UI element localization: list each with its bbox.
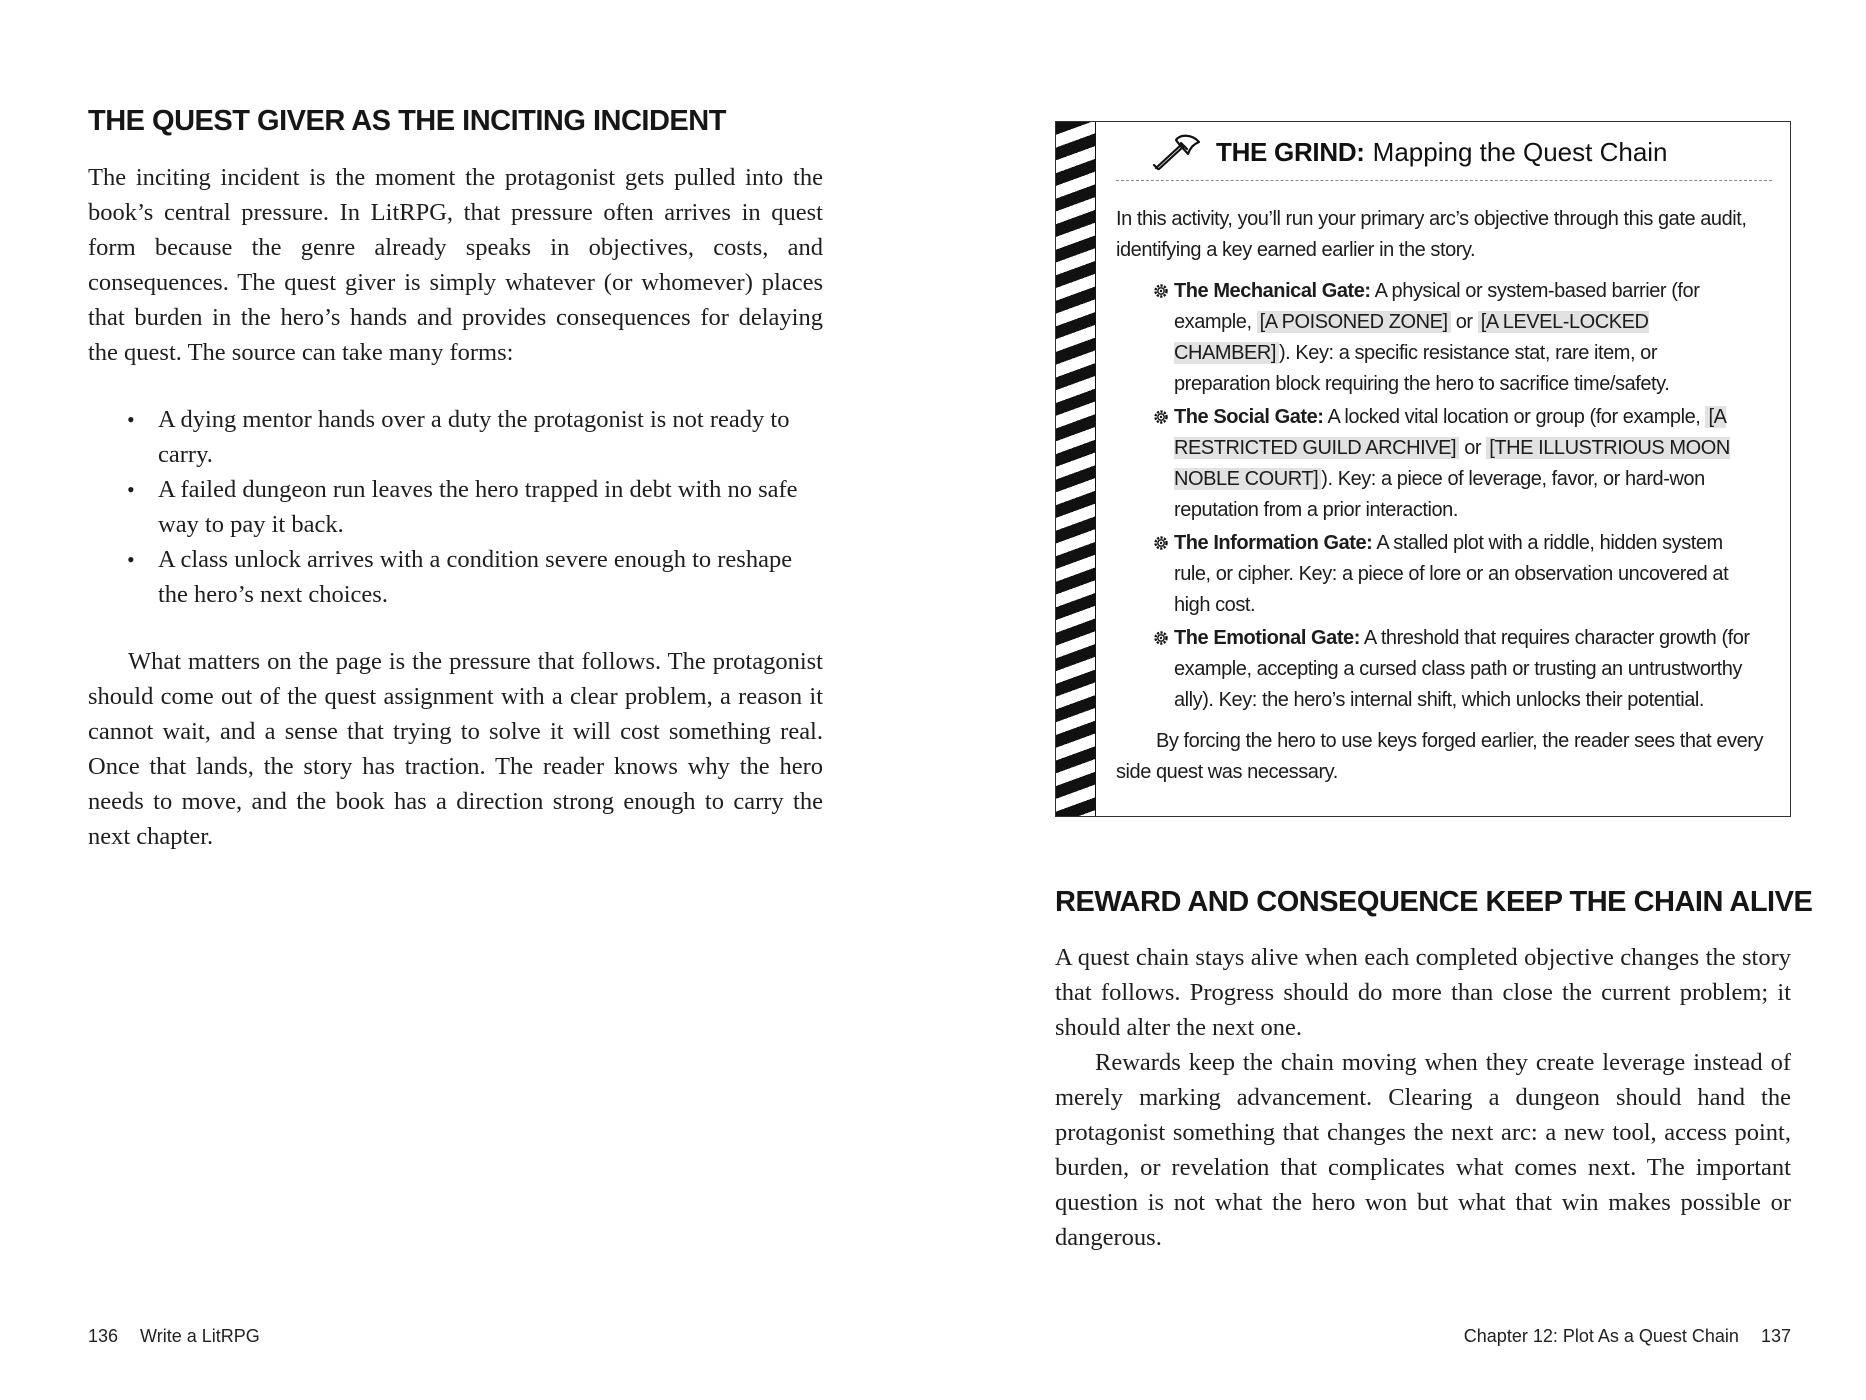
grind-activity-box — [1055, 121, 1791, 817]
example-highlight: [THE ILLUSTRIOUS MOON NOBLE COURT] — [1174, 437, 1730, 490]
example-highlight: [A LEVEL-LOCKED CHAMBER] — [1174, 311, 1649, 364]
paragraph-inciting-incident: The inciting incident is the moment the protagonist gets pulled into the book’s central pressure. In LitRPG, that pressure often arrives in quest form because the genre already speaks in objectives, costs, and consequences. The quest giver is simply whatever (or whomever) places that burden in the hero’s hands and provides consequences for delaying the quest. The source can take many forms: — [88, 164, 823, 366]
box-title — [1152, 132, 1668, 172]
list-item: • A class unlock arrives with a condition severe enough to reshape the hero’s next choices. — [88, 542, 823, 612]
page-number: 136 — [88, 1326, 119, 1346]
quest-source-list — [88, 402, 823, 612]
box-intro: In this activity, you’ll run your primary arc’s objective through this gate audit, identifying a key earned earlier in the story. — [1116, 208, 1747, 261]
paragraph-pressure: What matters on the page is the pressure that follows. The protagonist should come out of the quest assignment with a clear problem, a reason it cannot wait, and a sense that trying to solve it will cost something real. Once that lands, the story has traction. The reader knows why the hero needs to move, and the book has a direction strong enough to carry the next chapter. — [88, 648, 823, 850]
paragraph-chain-alive: A quest chain stays alive when each completed objective changes the story that follows. Progress should do more than close the current problem; it should alter the next one. — [1055, 944, 1791, 1041]
gate-item-social: The Social Gate: A locked vital location or group (for example, [A RESTRICTED GUILD ARCHIVE] or [THE ILLUSTRIOUS MOON NOBLE COURT] ). Key: a piece of leverage, favor, or hard-won reputation from a prior interaction. — [1116, 402, 1768, 526]
hazard-stripe-bar — [1056, 122, 1096, 816]
left-body — [88, 160, 823, 854]
axe-icon — [1152, 132, 1204, 172]
box-title-subtitle: Mapping the Quest Chain — [1372, 136, 1668, 167]
section-heading-quest-giver: THE QUEST GIVER AS THE INCITING INCIDENT — [88, 105, 726, 137]
list-item: • A failed dungeon run leaves the hero trapped in debt with no safe way to pay it back. — [88, 472, 823, 542]
bullet-icon: • — [127, 477, 135, 502]
right-folio — [1464, 1326, 1791, 1347]
example-highlight: [A RESTRICTED GUILD ARCHIVE] — [1174, 406, 1727, 459]
gear-icon — [1153, 409, 1169, 425]
example-highlight: [A POISONED ZONE] — [1257, 311, 1451, 333]
running-head: Chapter 12: Plot As a Quest Chain — [1463, 1326, 1739, 1346]
gate-item-information: The Information Gate: A stalled plot with a riddle, hidden system rule, or cipher. Key: a piece of lore or an observation uncovered at high cost. — [1116, 528, 1768, 621]
list-item: • A dying mentor hands over a duty the protagonist is not ready to carry. — [88, 402, 823, 472]
section-heading-reward: REWARD AND CONSEQUENCE KEEP THE CHAIN ALIVE — [1055, 886, 1813, 918]
gear-icon — [1153, 630, 1169, 646]
gear-icon — [1153, 283, 1169, 299]
left-folio — [88, 1326, 260, 1347]
gate-item-emotional: The Emotional Gate: A threshold that requires character growth (for example, accepting a cursed class path or trusting an untrustworthy ally). Key: the hero’s internal shift, which unlocks their potential. — [1116, 623, 1768, 716]
bullet-icon: • — [127, 407, 135, 432]
paragraph-rewards: Rewards keep the chain moving when they create leverage instead of merely marking advancement. Clearing a dungeon should hand the protagonist something that changes the next arc: a new tool, access point, burden, or revelation that complicates what comes next. The important question is not what the hero won but what that win makes possible or dangerous. — [1055, 1049, 1791, 1251]
box-outro: By forcing the hero to use keys forged earlier, the reader sees that every side quest was necessary. — [1116, 730, 1764, 783]
dashed-divider — [1116, 180, 1772, 181]
gear-icon — [1153, 535, 1169, 551]
gate-list — [1116, 276, 1768, 716]
bullet-icon: • — [127, 547, 135, 572]
running-head: Write a LitRPG — [140, 1326, 260, 1346]
page-number: 137 — [1760, 1326, 1791, 1346]
gate-item-mechanical: The Mechanical Gate: A physical or system-based barrier (for example, [A POISONED ZONE] or [A LEVEL-LOCKED CHAMBER] ). Key: a specific resistance stat, rare item, or preparation block requiring the hero to sacrifice time/safety. — [1116, 276, 1768, 400]
box-title-label: THE GRIND: — [1216, 136, 1365, 167]
box-body — [1116, 204, 1768, 788]
right-page — [933, 0, 1866, 1400]
right-body — [1055, 940, 1791, 1255]
